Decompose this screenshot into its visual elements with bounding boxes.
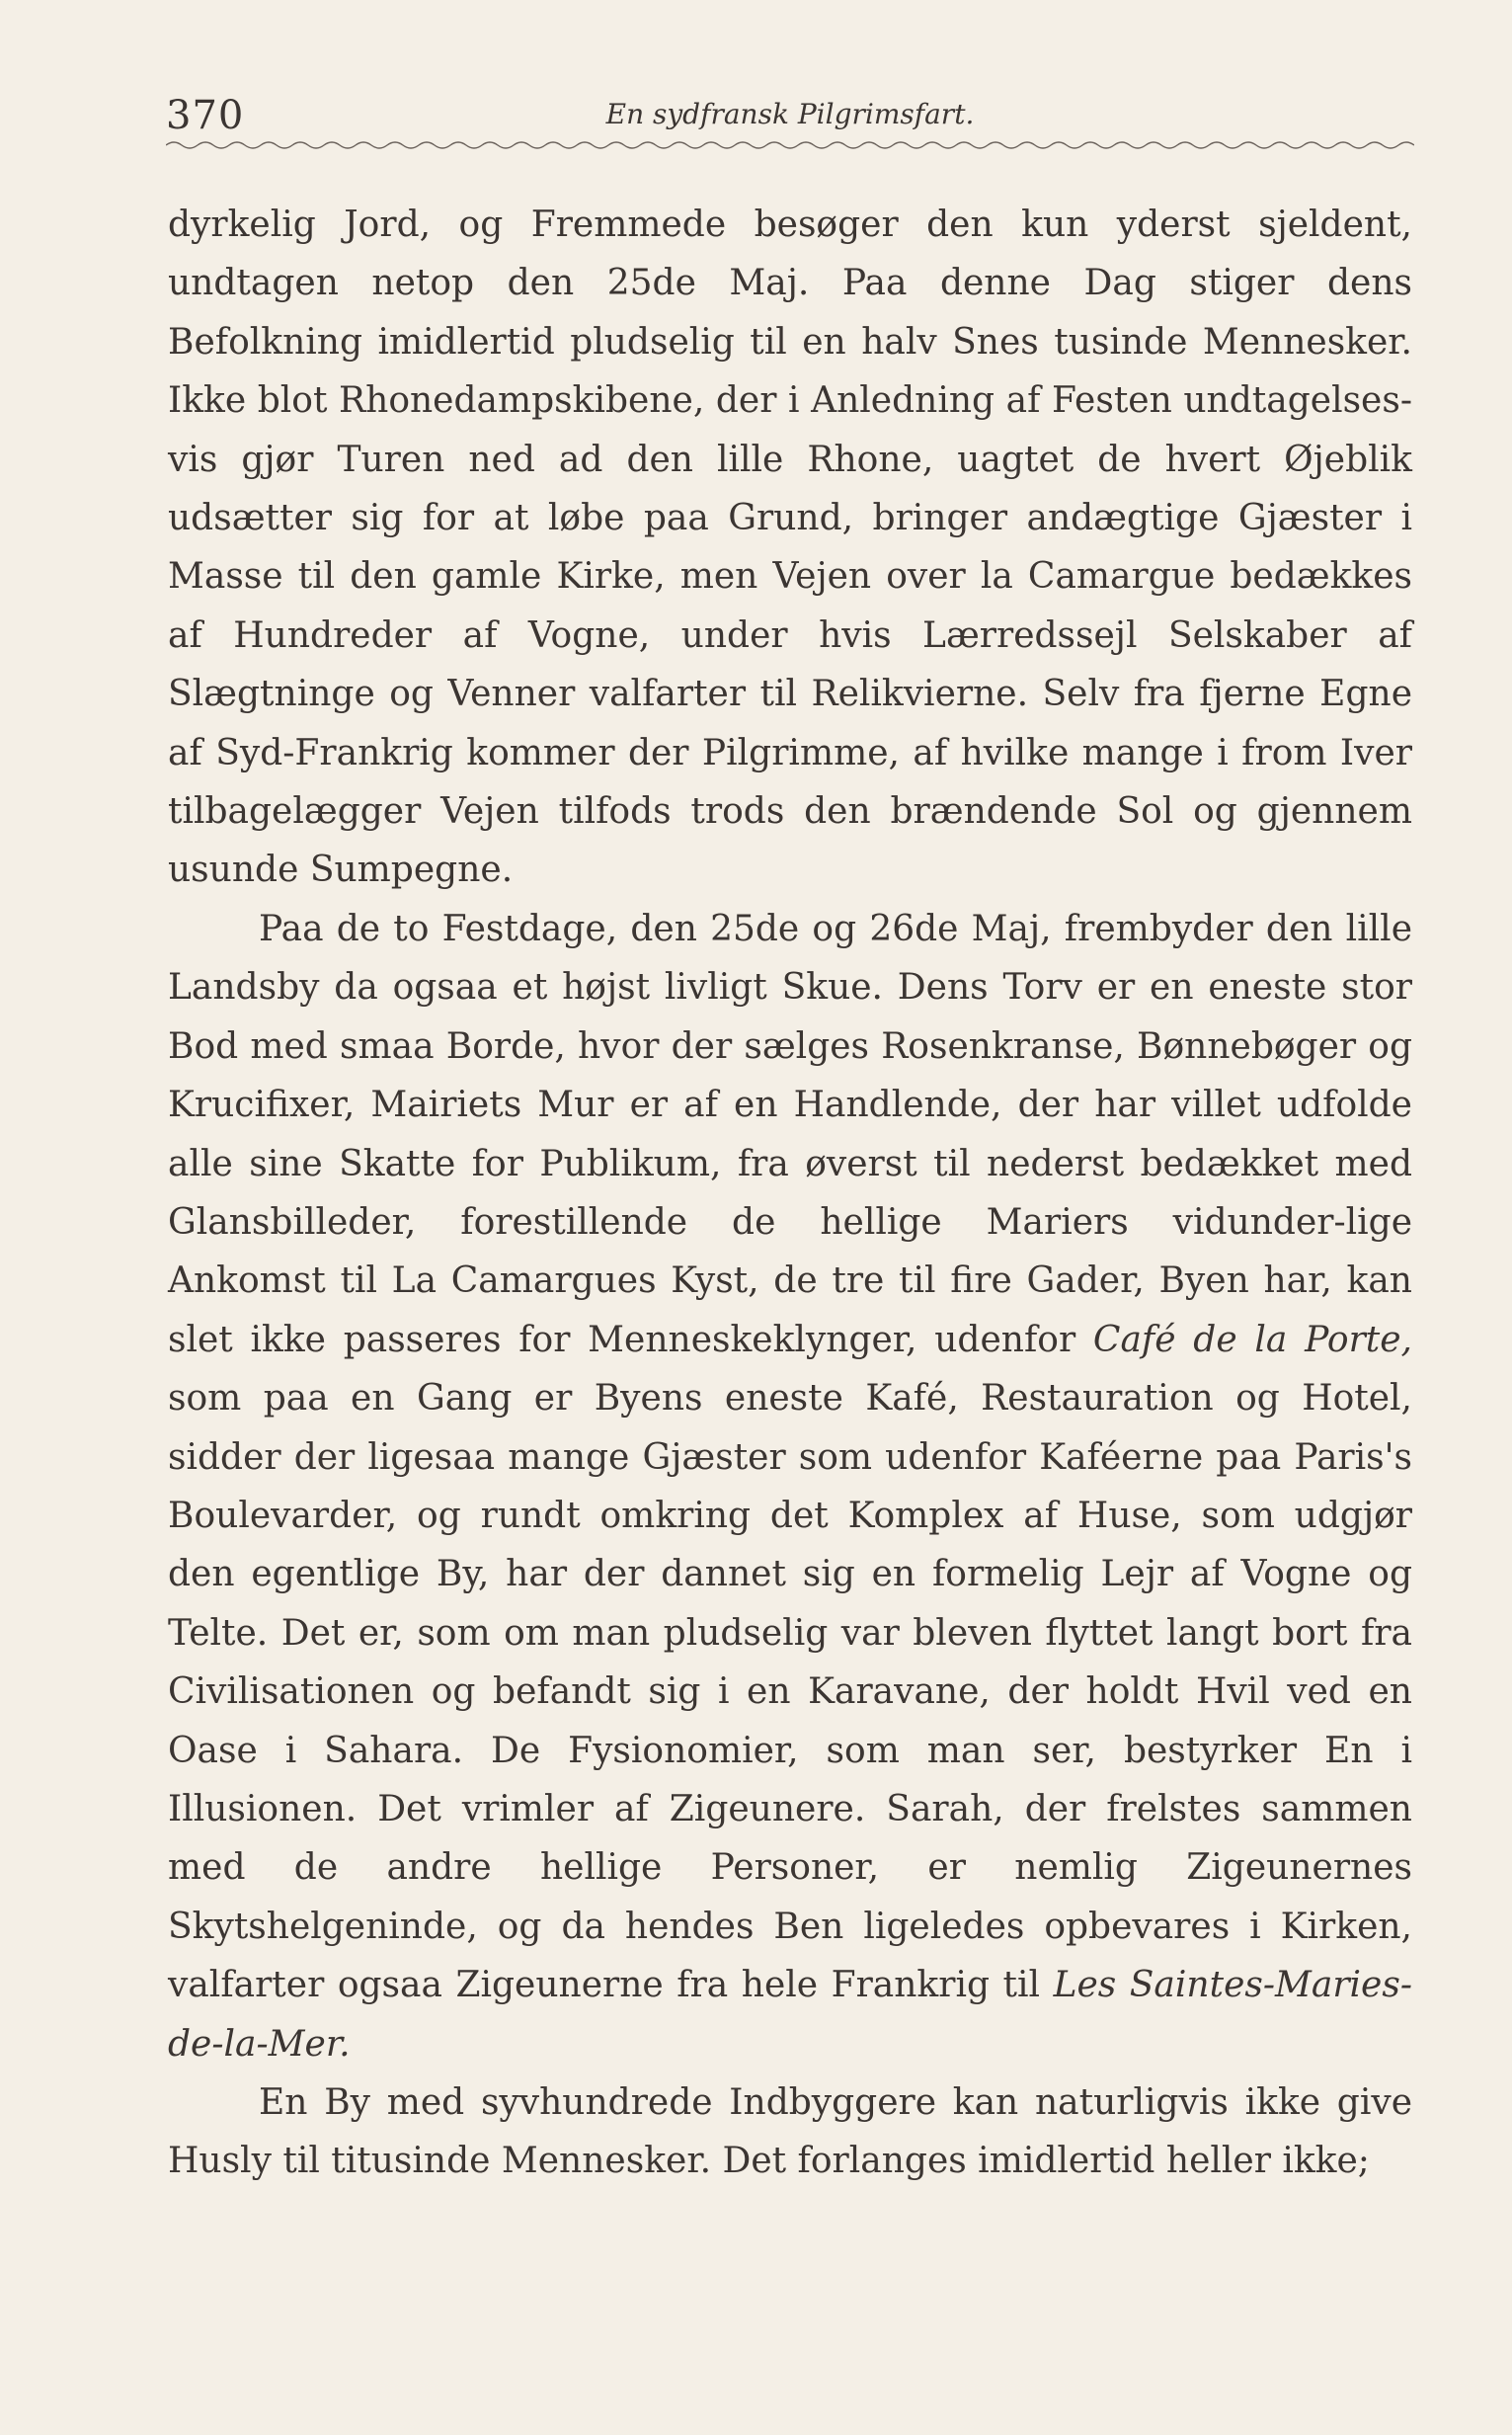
running-title: En sydfransk Pilgrimsfart. bbox=[605, 98, 975, 130]
paragraph-3: En By med syvhundrede Indbyggere kan naturligvis ikke give Husly til titusinde Mennesker. Det forlanges imidlertid heller ikke; bbox=[168, 2082, 1412, 2182]
page-header bbox=[166, 91, 1414, 140]
header-ornamental-rule bbox=[166, 138, 1414, 152]
paragraph-1: dyrkelig Jord, og Fremmede besøger den kun yderst sjeldent, undtagen netop den 25de Maj. Paa denne Dag stiger dens Befolkning imidlertid pludselig til en halv Snes tusinde Mennesker. Ikke blot Rhonedampskibene, der i Anledning af Festen undtagelses-vis gjør Turen ned ad den lille Rhone, uagtet de hvert Øjeblik udsætter sig for at løbe paa Grund, bringer andægtige Gjæster i Masse til den gamle Kirke, men Vejen over la Camargue bedækkes af Hundreder af Vogne, under hvis Lærredssejl Selskaber af Slægtninge og Venner valfarter til Relikvierne. Selv fra fjerne Egne af Syd-Frankrig kommer der Pilgrimme, af hvilke mange i from Iver tilbagelægger Vejen tilfods trods den brændende Sol og gjennem usunde Sumpegne. bbox=[168, 204, 1412, 891]
page-number: 370 bbox=[166, 93, 245, 138]
paragraph-2-part-a: Paa de to Festdage, den 25de og 26de Maj, frembyder den lille Landsby da ogsaa et højst livligt Skue. Dens Torv er en eneste stor Bod med smaa Borde, hvor der sælges Rosenkranse, Bønnebøger og Krucifixer, Mairiets Mur er af en Handlende, der har villet udfolde alle sine Skatte for Publikum, fra øverst til nederst bedækket med Glansbilleder, forestillende de hellige Mariers vidunder-lige Ankomst til La Camargues Kyst, de tre til fire Gader, Byen har, kan slet ikke passeres for Menneskeklynger, udenfor bbox=[168, 908, 1412, 1360]
main-text bbox=[168, 196, 1412, 2191]
paragraph-2 bbox=[168, 900, 1412, 2073]
cafe-name: Café de la Porte, bbox=[1092, 1319, 1412, 1360]
paragraph-2-part-b: som paa en Gang er Byens eneste Kafé, Restauration og Hotel, sidder der ligesaa mange Gjæster som udenfor Kaféerne paa Paris's Boulevarder, og rundt omkring det Komplex af Huse, som udgjør den egentlige By, har der dannet sig en formelig Lejr af Vogne og Telte. Det er, som om man pludselig var bleven flyttet langt bort fra Civilisationen og befandt sig i en Karavane, der holdt Hvil ved en Oase i Sahara. De Fysionomier, som man ser, bestyrker En i Illusionen. Det vrimler af Zigeunere. Sarah, der frelstes sammen med de andre hellige Personer, er nemlig Zigeunernes Skytshelgeninde, og da hendes Ben ligeledes opbevares i Kirken, valfarter ogsaa Zigeunerne fra hele Frankrig til bbox=[168, 1378, 1412, 2006]
place-name: Les Saintes-Maries-de-la-Mer. bbox=[168, 1965, 1412, 2065]
